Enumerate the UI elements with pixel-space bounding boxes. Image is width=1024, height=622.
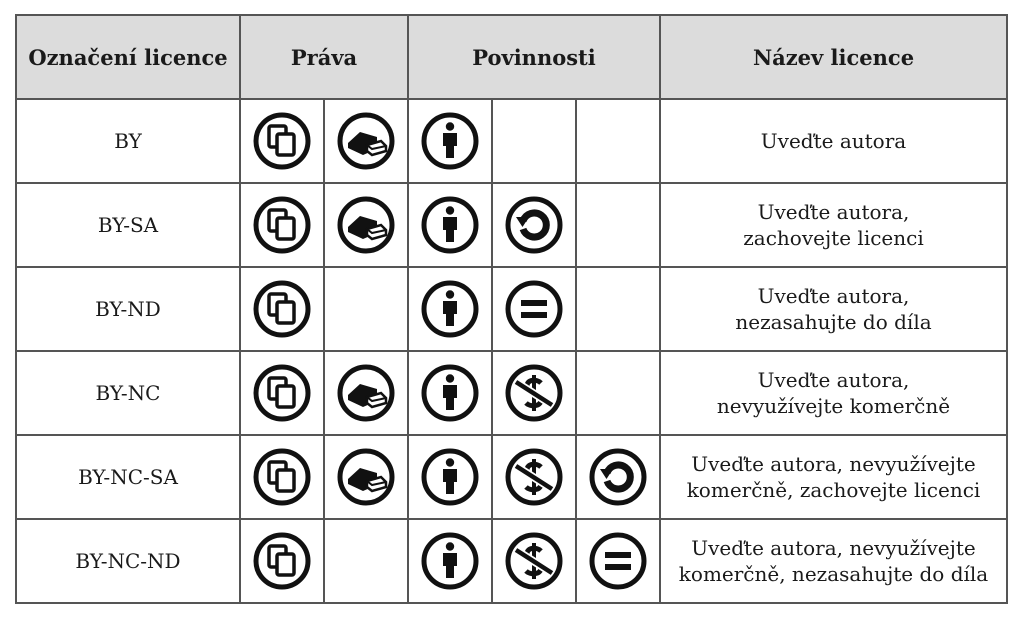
remix-icon	[336, 195, 396, 255]
license-name	[660, 267, 1007, 351]
license-name-line-2: komerčně, zachovejte licenci	[686, 478, 981, 502]
license-code: BY-NC-SA	[16, 435, 240, 519]
attribution-icon	[420, 363, 480, 423]
license-code: BY	[16, 99, 240, 183]
license-name-line-1: Uveďte autora,	[757, 368, 910, 392]
header-designation: Označení licence	[16, 15, 240, 99]
attribution-icon	[420, 195, 480, 255]
license-name-line-2: nezasahujte do díla	[735, 310, 932, 334]
icon-cell	[408, 435, 492, 519]
icon-cell	[240, 351, 324, 435]
license-code: BY-NC-ND	[16, 519, 240, 603]
license-name	[660, 351, 1007, 435]
license-name	[660, 519, 1007, 603]
icon-cell	[576, 519, 660, 603]
icon-cell	[324, 99, 408, 183]
empty-cell	[324, 519, 408, 603]
icon-cell	[492, 351, 576, 435]
license-name-line-1: Uveďte autora, nevyužívejte	[691, 536, 976, 560]
no-derivatives-icon	[504, 279, 564, 339]
icon-cell	[492, 267, 576, 351]
header-obligations: Povinnosti	[408, 15, 660, 99]
license-name	[660, 183, 1007, 267]
non-commercial-icon	[504, 363, 564, 423]
table-row	[16, 519, 1007, 603]
license-code: BY-ND	[16, 267, 240, 351]
empty-cell	[492, 99, 576, 183]
icon-cell	[324, 351, 408, 435]
share-alike-icon	[504, 195, 564, 255]
icon-cell	[492, 183, 576, 267]
share-icon	[252, 531, 312, 591]
empty-cell	[576, 351, 660, 435]
share-icon	[252, 195, 312, 255]
license-name	[660, 99, 1007, 183]
icon-cell	[408, 351, 492, 435]
license-name-line-1: Uveďte autora	[760, 129, 907, 153]
attribution-icon	[420, 279, 480, 339]
empty-cell	[576, 99, 660, 183]
icon-cell	[576, 435, 660, 519]
license-name-line-2: komerčně, nezasahujte do díla	[678, 562, 989, 586]
icon-cell	[408, 183, 492, 267]
attribution-icon	[420, 447, 480, 507]
icon-cell	[240, 183, 324, 267]
share-icon	[252, 447, 312, 507]
icon-cell	[240, 519, 324, 603]
attribution-icon	[420, 111, 480, 171]
empty-cell	[324, 267, 408, 351]
icon-cell	[408, 99, 492, 183]
license-code: BY-SA	[16, 183, 240, 267]
attribution-icon	[420, 531, 480, 591]
icon-cell	[492, 435, 576, 519]
license-name-line-2: zachovejte licenci	[743, 226, 924, 250]
header-license-name: Název licence	[660, 15, 1007, 99]
table-row	[16, 183, 1007, 267]
empty-cell	[576, 267, 660, 351]
table-row	[16, 99, 1007, 183]
icon-cell	[240, 99, 324, 183]
icon-cell	[324, 183, 408, 267]
non-commercial-icon	[504, 531, 564, 591]
license-name-line-2: nevyužívejte komerčně	[716, 394, 951, 418]
share-icon	[252, 363, 312, 423]
icon-cell	[240, 435, 324, 519]
remix-icon	[336, 447, 396, 507]
license-name-line-1: Uveďte autora,	[757, 200, 910, 224]
license-name-line-1: Uveďte autora, nevyužívejte	[691, 452, 976, 476]
icon-cell	[240, 267, 324, 351]
icon-cell	[324, 435, 408, 519]
icon-cell	[408, 267, 492, 351]
license-code: BY-NC	[16, 351, 240, 435]
table-row	[16, 267, 1007, 351]
license-name	[660, 435, 1007, 519]
empty-cell	[576, 183, 660, 267]
share-icon	[252, 111, 312, 171]
non-commercial-icon	[504, 447, 564, 507]
icon-cell	[408, 519, 492, 603]
header-rights: Práva	[240, 15, 408, 99]
no-derivatives-icon	[588, 531, 648, 591]
license-table	[15, 14, 1008, 604]
share-alike-icon	[588, 447, 648, 507]
remix-icon	[336, 363, 396, 423]
icon-cell	[492, 519, 576, 603]
license-name-line-1: Uveďte autora,	[757, 284, 910, 308]
remix-icon	[336, 111, 396, 171]
table-row	[16, 351, 1007, 435]
share-icon	[252, 279, 312, 339]
table-row	[16, 435, 1007, 519]
header-row	[16, 15, 1007, 99]
